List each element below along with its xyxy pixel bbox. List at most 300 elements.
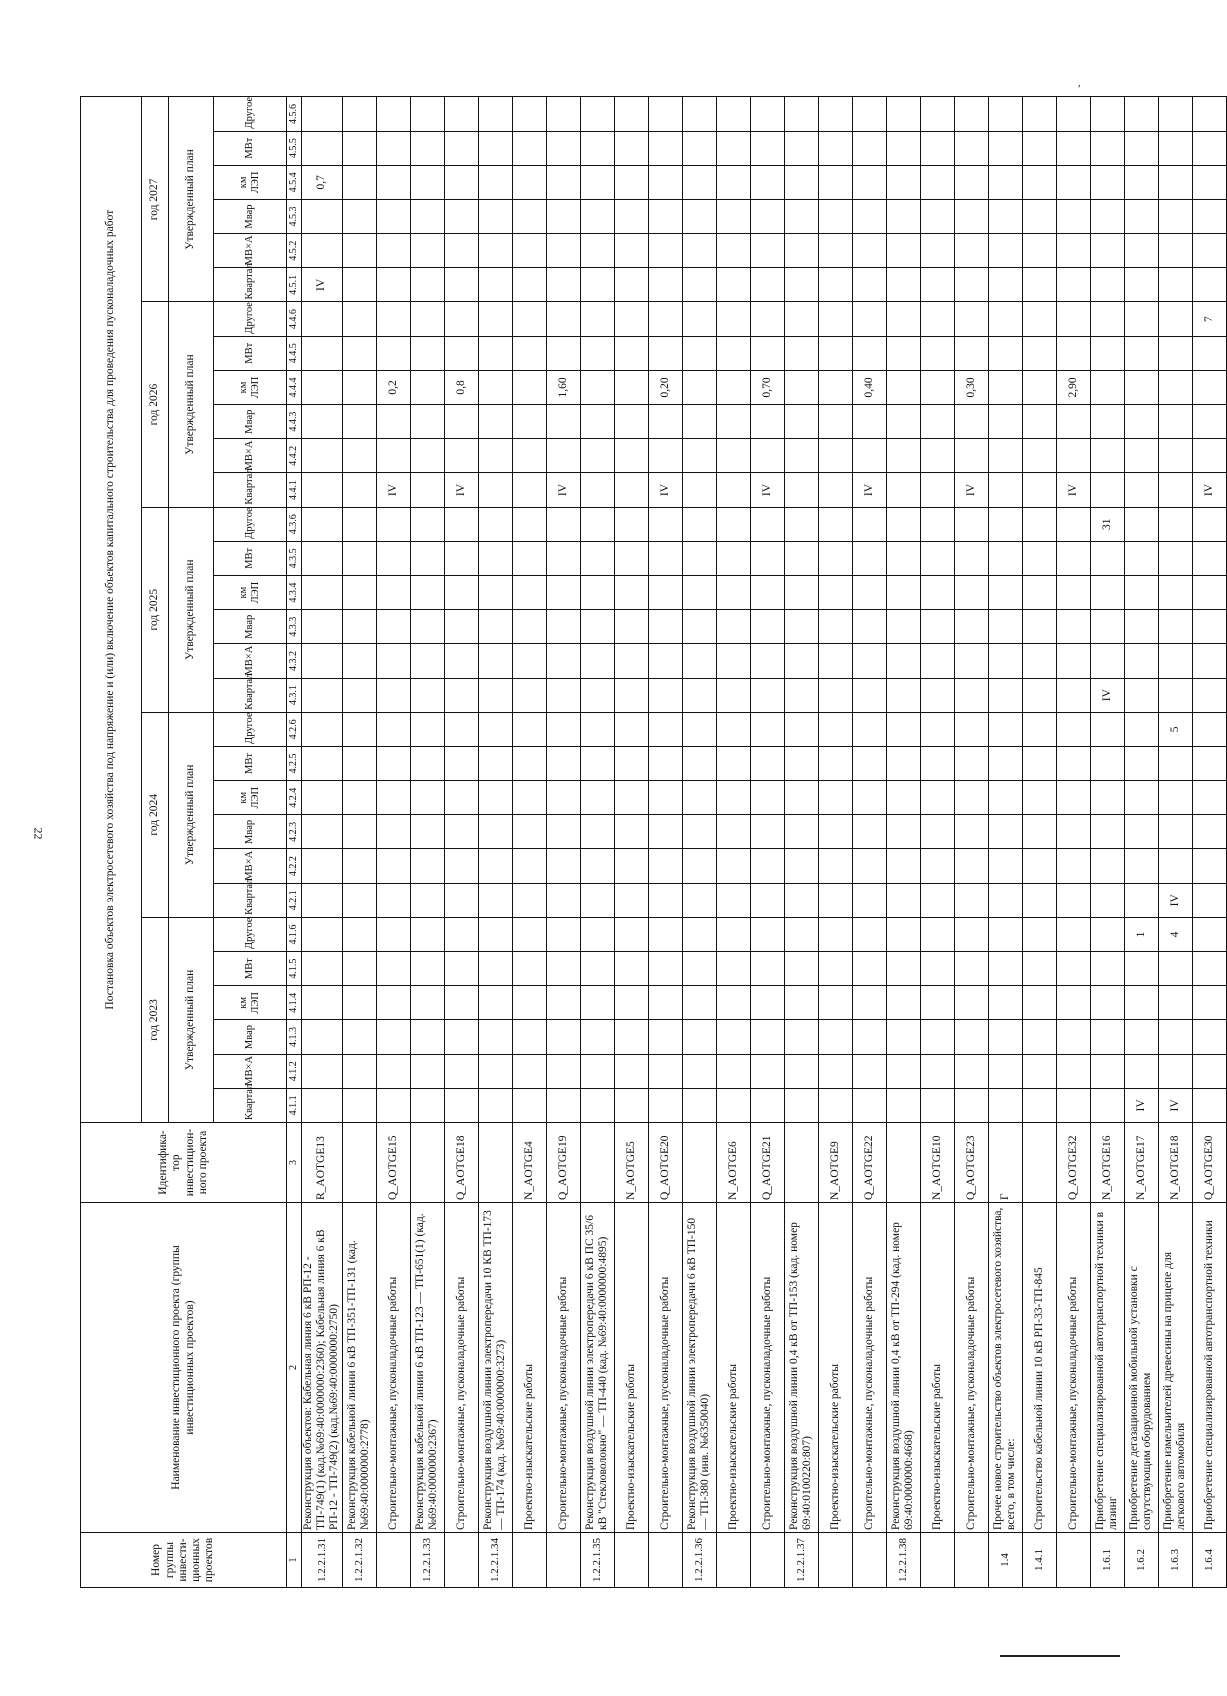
value-cell (716, 1088, 750, 1122)
value-cell (682, 370, 716, 404)
value-cell (478, 576, 512, 610)
table-row (1158, 97, 1192, 1588)
project-name-cell: Реконструкция воздушной линии электропередачи 6 кВ ТП-150 — ТП-380 (инв. №6350040) (682, 1203, 716, 1533)
value-cell (444, 302, 478, 336)
value-cell (852, 1088, 886, 1122)
value-cell (716, 199, 750, 233)
value-cell (920, 849, 954, 883)
value-cell (750, 986, 784, 1020)
header-plan: Утвержденный план (169, 97, 214, 302)
value-cell (1090, 131, 1124, 165)
value-cell (716, 610, 750, 644)
value-cell (886, 370, 920, 404)
value-cell (648, 131, 682, 165)
value-cell (920, 473, 954, 507)
value-cell (342, 97, 376, 131)
value-cell (580, 97, 614, 131)
project-id-cell: N_AOTGE17 (1124, 1123, 1158, 1203)
value-cell (954, 849, 988, 883)
value-cell (784, 1088, 818, 1122)
header-subcolumn: Мвар (214, 405, 287, 439)
value-cell (852, 439, 886, 473)
value-cell (580, 917, 614, 951)
value-cell (920, 746, 954, 780)
value-cell (784, 815, 818, 849)
value-cell (342, 541, 376, 575)
column-index: 4.1.3 (287, 1020, 302, 1054)
value-cell (716, 678, 750, 712)
value-cell (580, 986, 614, 1020)
value-cell (546, 849, 580, 883)
value-cell (852, 165, 886, 199)
value-cell (1056, 952, 1090, 986)
project-id-cell (886, 1123, 920, 1203)
project-name-cell: Реконструкция объектов: Кабельная линия 6 кВ РП-12 - ТП-749(1) (кад.№69:40:0000000:2360); Кабельная линия 6 кВ РП-12 - ТП-749(2) (кад.№69:40:0000000:2750) (302, 1203, 343, 1533)
scan-mark: , (1078, 78, 1081, 89)
value-cell (716, 473, 750, 507)
header-subcolumn: Мвар (214, 199, 287, 233)
value-cell (512, 199, 546, 233)
value-cell (1124, 849, 1158, 883)
value-cell (614, 165, 648, 199)
value-cell (988, 746, 1022, 780)
value-cell (478, 952, 512, 986)
value-cell (818, 986, 852, 1020)
value-cell: IV (1158, 883, 1192, 917)
project-name-cell: Приобретение специализированной автотранспортной техники (1192, 1203, 1226, 1533)
value-cell (410, 302, 444, 336)
value-cell: IV (444, 473, 478, 507)
value-cell (580, 234, 614, 268)
table-row (342, 97, 376, 1588)
value-cell (750, 199, 784, 233)
value-cell (920, 781, 954, 815)
header-subcolumn: Другое (214, 97, 287, 131)
value-cell: IV (1090, 678, 1124, 712)
value-cell (886, 610, 920, 644)
value-cell (716, 405, 750, 439)
value-cell (512, 405, 546, 439)
value-cell (818, 439, 852, 473)
value-cell (410, 1020, 444, 1054)
value-cell (444, 405, 478, 439)
value-cell (648, 165, 682, 199)
value-cell (818, 268, 852, 302)
value-cell (1022, 97, 1056, 131)
value-cell (784, 165, 818, 199)
value-cell (444, 644, 478, 678)
header-plan: Утвержденный план (169, 507, 214, 712)
value-cell (1090, 199, 1124, 233)
value-cell (342, 268, 376, 302)
value-cell (302, 781, 343, 815)
value-cell: 1 (1124, 917, 1158, 951)
group-number-cell: 1.2.2.1.37 (784, 1533, 818, 1588)
value-cell (682, 986, 716, 1020)
value-cell (1192, 576, 1226, 610)
value-cell (1192, 678, 1226, 712)
value-cell: 0,2 (376, 370, 410, 404)
value-cell (1124, 165, 1158, 199)
value-cell: 0,40 (852, 370, 886, 404)
value-cell (546, 746, 580, 780)
value-cell (614, 746, 648, 780)
value-cell (302, 576, 343, 610)
value-cell (648, 883, 682, 917)
value-cell (784, 336, 818, 370)
project-id-cell (410, 1123, 444, 1203)
value-cell (818, 849, 852, 883)
project-name-cell: Строительно-монтажные, пусконаладочные работы (750, 1203, 784, 1533)
value-cell (988, 336, 1022, 370)
value-cell (682, 1020, 716, 1054)
value-cell (1124, 302, 1158, 336)
value-cell (682, 849, 716, 883)
value-cell (954, 781, 988, 815)
value-cell (1090, 165, 1124, 199)
value-cell (478, 439, 512, 473)
value-cell (1124, 370, 1158, 404)
header-subcolumn: Квартал (214, 473, 287, 507)
value-cell (1022, 234, 1056, 268)
header-year: год 2025 (142, 507, 169, 712)
value-cell (1158, 405, 1192, 439)
value-cell (920, 815, 954, 849)
value-cell (1056, 541, 1090, 575)
value-cell (988, 541, 1022, 575)
value-cell (512, 986, 546, 1020)
value-cell (302, 986, 343, 1020)
value-cell (410, 131, 444, 165)
value-cell (920, 986, 954, 1020)
value-cell (302, 610, 343, 644)
value-cell (682, 746, 716, 780)
value-cell (1192, 883, 1226, 917)
value-cell (988, 678, 1022, 712)
value-cell (546, 405, 580, 439)
value-cell: 0,30 (954, 370, 988, 404)
value-cell (1124, 644, 1158, 678)
value-cell (302, 883, 343, 917)
project-name-cell: Реконструкция кабельной линии 6 кВ ТП-351-ТП-131 (кад. №69:40:0000000:2778) (342, 1203, 376, 1533)
value-cell (682, 234, 716, 268)
table-row (1056, 97, 1090, 1588)
value-cell (444, 507, 478, 541)
project-id-cell (478, 1123, 512, 1203)
value-cell (580, 712, 614, 746)
value-cell (648, 302, 682, 336)
value-cell (342, 746, 376, 780)
value-cell (648, 678, 682, 712)
value-cell (750, 165, 784, 199)
value-cell (376, 917, 410, 951)
value-cell (614, 678, 648, 712)
table-row (716, 97, 750, 1588)
value-cell (1124, 199, 1158, 233)
value-cell (1192, 849, 1226, 883)
project-id-cell: N_AOTGE9 (818, 1123, 852, 1203)
value-cell (546, 234, 580, 268)
group-number-cell (546, 1533, 580, 1588)
value-cell (302, 302, 343, 336)
group-number-cell (614, 1533, 648, 1588)
value-cell (1056, 302, 1090, 336)
value-cell (376, 1088, 410, 1122)
header-group-number: Номер группы инвести-ционных проектов (81, 1533, 287, 1588)
value-cell (1056, 507, 1090, 541)
value-cell (920, 883, 954, 917)
value-cell: 5 (1158, 712, 1192, 746)
value-cell (376, 815, 410, 849)
value-cell (886, 849, 920, 883)
value-cell (716, 712, 750, 746)
column-index: 4.1.4 (287, 986, 302, 1020)
column-index: 4.2.5 (287, 746, 302, 780)
value-cell (580, 131, 614, 165)
value-cell (1090, 746, 1124, 780)
value-cell (818, 610, 852, 644)
value-cell (478, 781, 512, 815)
value-cell (342, 849, 376, 883)
column-index: 4.4.6 (287, 302, 302, 336)
value-cell (852, 97, 886, 131)
project-id-cell: Q_AOTGE22 (852, 1123, 886, 1203)
value-cell (648, 268, 682, 302)
value-cell (716, 1054, 750, 1088)
value-cell (410, 97, 444, 131)
value-cell (376, 644, 410, 678)
value-cell (478, 97, 512, 131)
value-cell (818, 917, 852, 951)
value-cell (682, 268, 716, 302)
value-cell (818, 234, 852, 268)
column-index: 4.3.4 (287, 576, 302, 610)
project-id-cell: Q_AOTGE15 (376, 1123, 410, 1203)
value-cell (716, 849, 750, 883)
value-cell (1022, 302, 1056, 336)
project-id-cell: Г (988, 1123, 1022, 1203)
value-cell (614, 131, 648, 165)
value-cell (954, 1088, 988, 1122)
value-cell (886, 917, 920, 951)
value-cell (750, 234, 784, 268)
value-cell (1158, 97, 1192, 131)
group-number-cell: 1.2.2.1.35 (580, 1533, 614, 1588)
value-cell (1090, 97, 1124, 131)
value-cell (1022, 165, 1056, 199)
value-cell (920, 678, 954, 712)
value-cell (716, 165, 750, 199)
value-cell (716, 883, 750, 917)
value-cell (444, 815, 478, 849)
value-cell (920, 712, 954, 746)
value-cell (1056, 917, 1090, 951)
project-name-cell: Прочее новое строительство объектов электросетевого хозяйства, всего, в том числе: (988, 1203, 1022, 1533)
value-cell (1090, 986, 1124, 1020)
value-cell (546, 439, 580, 473)
value-cell (818, 952, 852, 986)
value-cell (1158, 370, 1192, 404)
value-cell (1192, 507, 1226, 541)
value-cell (818, 131, 852, 165)
value-cell (1056, 746, 1090, 780)
value-cell (444, 746, 478, 780)
value-cell (852, 405, 886, 439)
value-cell (920, 336, 954, 370)
value-cell (920, 234, 954, 268)
value-cell (784, 678, 818, 712)
value-cell (818, 507, 852, 541)
value-cell (342, 1054, 376, 1088)
value-cell (750, 849, 784, 883)
value-cell (410, 883, 444, 917)
value-cell (818, 1054, 852, 1088)
value-cell (342, 986, 376, 1020)
value-cell (302, 1088, 343, 1122)
value-cell (410, 712, 444, 746)
value-cell (1090, 576, 1124, 610)
project-id-cell: Q_AOTGE23 (954, 1123, 988, 1203)
value-cell (750, 644, 784, 678)
value-cell (716, 234, 750, 268)
value-cell (1056, 1020, 1090, 1054)
group-number-cell (920, 1533, 954, 1588)
value-cell (750, 1020, 784, 1054)
value-cell (920, 610, 954, 644)
value-cell (750, 541, 784, 575)
value-cell (410, 1054, 444, 1088)
value-cell (478, 917, 512, 951)
value-cell (342, 199, 376, 233)
project-name-cell: Строительно-монтажные, пусконаладочные работы (376, 1203, 410, 1533)
value-cell (988, 883, 1022, 917)
value-cell (546, 131, 580, 165)
value-cell (1056, 131, 1090, 165)
project-id-cell: Q_AOTGE32 (1056, 1123, 1090, 1203)
value-cell: IV (1124, 1088, 1158, 1122)
project-name-cell: Проектно-изыскательские работы (818, 1203, 852, 1533)
value-cell (478, 131, 512, 165)
value-cell (1192, 268, 1226, 302)
value-cell (376, 952, 410, 986)
value-cell (580, 883, 614, 917)
value-cell (444, 439, 478, 473)
table-row (954, 97, 988, 1588)
value-cell (302, 849, 343, 883)
value-cell (1056, 268, 1090, 302)
value-cell (852, 746, 886, 780)
group-number-cell: 1.2.2.1.38 (886, 1533, 920, 1588)
value-cell (614, 541, 648, 575)
value-cell (512, 815, 546, 849)
value-cell (444, 781, 478, 815)
value-cell (886, 781, 920, 815)
value-cell (376, 541, 410, 575)
value-cell (1090, 336, 1124, 370)
value-cell (1022, 268, 1056, 302)
value-cell (784, 199, 818, 233)
value-cell (1192, 405, 1226, 439)
value-cell (1192, 1088, 1226, 1122)
value-cell (410, 644, 444, 678)
value-cell (852, 268, 886, 302)
value-cell (886, 268, 920, 302)
value-cell (1158, 1054, 1192, 1088)
value-cell (920, 97, 954, 131)
value-cell (954, 131, 988, 165)
value-cell (886, 712, 920, 746)
value-cell (580, 370, 614, 404)
column-index: 4.3.2 (287, 644, 302, 678)
value-cell (1022, 746, 1056, 780)
value-cell (750, 883, 784, 917)
value-cell (478, 849, 512, 883)
value-cell (1022, 1020, 1056, 1054)
value-cell (444, 131, 478, 165)
header-year: год 2024 (142, 712, 169, 917)
value-cell (750, 781, 784, 815)
value-cell (614, 507, 648, 541)
value-cell (750, 1088, 784, 1122)
value-cell (988, 1020, 1022, 1054)
value-cell (886, 199, 920, 233)
value-cell (682, 1088, 716, 1122)
value-cell (852, 199, 886, 233)
value-cell (410, 541, 444, 575)
value-cell (342, 952, 376, 986)
value-cell (1022, 199, 1056, 233)
value-cell (1056, 1088, 1090, 1122)
value-cell (580, 473, 614, 507)
value-cell (920, 165, 954, 199)
value-cell (886, 986, 920, 1020)
group-number-cell: 1.2.2.1.31 (302, 1533, 343, 1588)
value-cell (886, 746, 920, 780)
value-cell (818, 405, 852, 439)
value-cell (546, 610, 580, 644)
value-cell (546, 1054, 580, 1088)
value-cell (614, 405, 648, 439)
value-cell (784, 610, 818, 644)
group-number-cell: 1.6.1 (1090, 1533, 1124, 1588)
value-cell (988, 576, 1022, 610)
value-cell (302, 199, 343, 233)
value-cell (342, 507, 376, 541)
value-cell (648, 986, 682, 1020)
value-cell (512, 234, 546, 268)
value-cell (1022, 541, 1056, 575)
value-cell (580, 1054, 614, 1088)
header-subcolumn: Квартал (214, 268, 287, 302)
header-subcolumn: Другое (214, 712, 287, 746)
value-cell: IV (1192, 473, 1226, 507)
value-cell (546, 507, 580, 541)
header-subcolumn: км ЛЭП (214, 165, 287, 199)
header-subcolumn: Другое (214, 917, 287, 951)
value-cell (1124, 746, 1158, 780)
table-row (580, 97, 614, 1588)
value-cell (1056, 815, 1090, 849)
value-cell (988, 507, 1022, 541)
value-cell (716, 302, 750, 336)
column-index: 4.2.4 (287, 781, 302, 815)
column-index: 4.3.5 (287, 541, 302, 575)
value-cell (1158, 507, 1192, 541)
project-name-cell: Реконструкция воздушной линии электропередачи 6 кВ ПС 35/6 кВ "Стекловолокно" — ТП-440 (кад. №69:40:0000000:4895) (580, 1203, 614, 1533)
value-cell (410, 370, 444, 404)
value-cell (1158, 199, 1192, 233)
header-subcolumn: МВт (214, 131, 287, 165)
